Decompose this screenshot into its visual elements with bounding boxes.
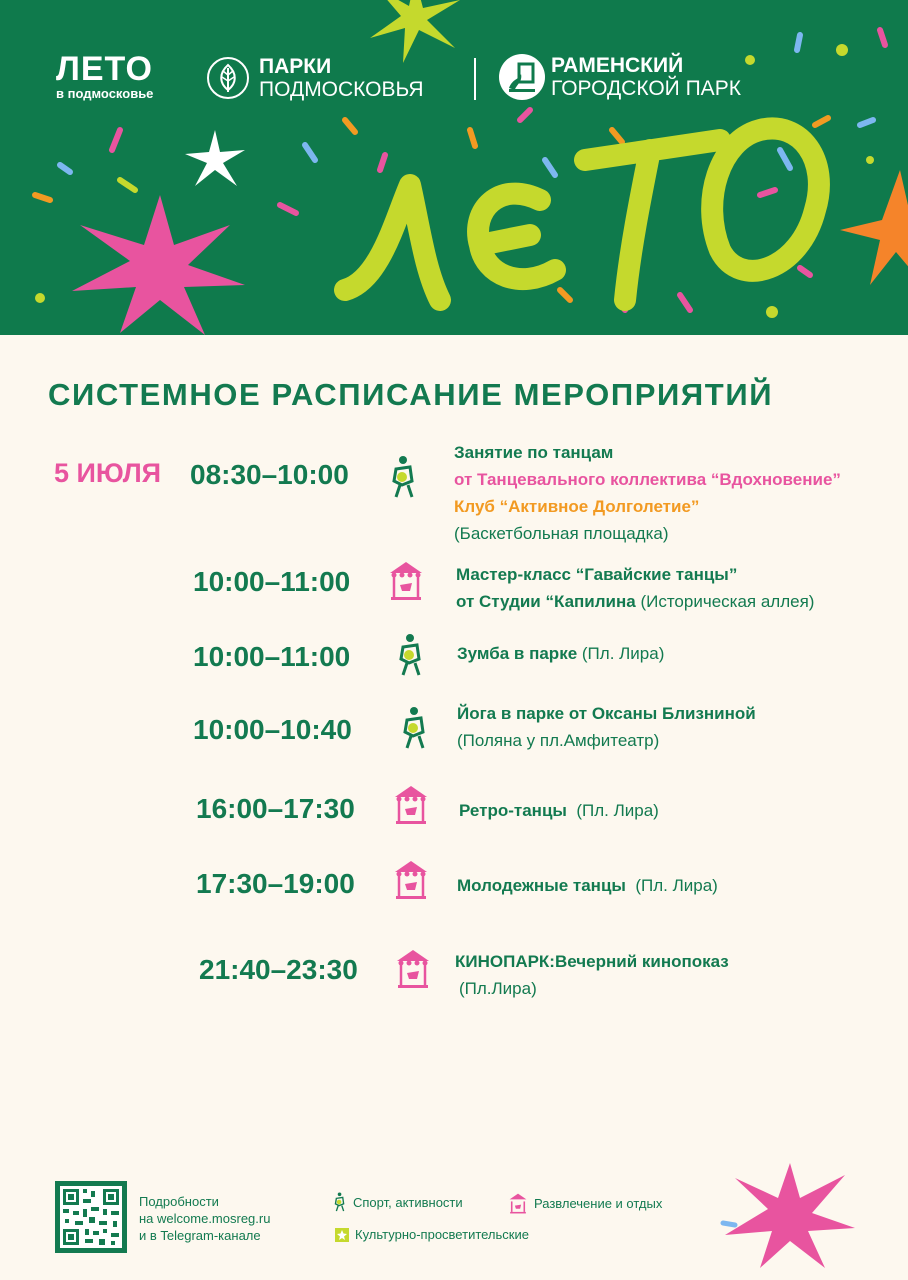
hero-lettering [345,128,819,300]
sport-icon [397,633,425,677]
legend-sport [333,1192,463,1212]
event-time: 08:30–10:00 [190,459,349,490]
event-name: Мастер-класс “Гавайские танцы” [456,565,738,584]
event-place: (Пл. Лира) [635,876,718,895]
event-place: (Пл. Лира) [576,801,659,820]
event-place: (Баскетбольная площадка) [454,524,669,543]
event-name: Йога в парке от Оксаны Близниной [457,704,756,723]
event-time: 10:00–11:00 [193,641,351,672]
event-date: 5 ИЮЛЯ [54,458,162,488]
event-time: 16:00–17:30 [196,793,355,824]
parks-logo-line1: ПАРКИ [259,55,332,78]
leaf-icon [207,57,249,99]
event-description [454,439,841,547]
schedule-title: СИСТЕМНОЕ РАСПИСАНИЕ МЕРОПРИЯТИЙ [48,377,774,412]
carousel-icon [508,1192,528,1214]
event-name: КИНОПАРК:Вечерний кинопоказ [455,952,729,971]
event-place: (Пл. Лира) [581,644,665,663]
leto-logo-subtitle: в подмосковье [56,86,154,101]
legend-culture [335,1227,529,1242]
more-info-line: Подробности [139,1194,219,1209]
pink-star-decoration [715,1155,865,1275]
event-time: 17:30–19:00 [196,868,355,899]
event-description [455,948,729,1002]
footer [0,1150,908,1280]
event-name: Ретро-танцы [459,801,567,820]
culture-icon [335,1228,349,1242]
event-description [457,700,756,754]
event-place: (Историческая аллея) [640,592,815,611]
event-description [457,640,664,667]
carousel-icon [388,559,424,601]
sport-icon [333,1192,347,1212]
event-club: Клуб “Активное Долголетие” [454,497,700,516]
ramensky-park-logo[interactable] [499,54,741,100]
event-organizer: от Танцевального коллектива “Вдохновение” [454,470,841,489]
header-banner [0,0,908,335]
carousel-icon [395,947,431,989]
more-info-line: и в Telegram-канале [139,1228,261,1243]
event-name: Молодежные танцы [457,876,626,895]
carousel-icon [393,858,429,900]
leto-logo[interactable] [56,52,153,101]
park-emblem-icon [499,54,545,100]
legend-fun [508,1192,662,1214]
carousel-icon [393,783,429,825]
leto-logo-title: ЛЕТО [56,50,153,88]
ramensky-logo-line1: РАМЕНСКИЙ [551,54,684,77]
legend-culture-label: Культурно-просветительские [355,1227,529,1242]
event-time: 10:00–10:40 [193,714,352,745]
sport-icon [390,455,418,499]
event-name: Зумба в парке [457,644,578,663]
event-time: 10:00–11:00 [193,566,351,597]
parks-logo[interactable] [207,55,424,101]
event-name: Занятие по танцам [454,443,614,462]
parks-logo-line2: ПОДМОСКОВЬЯ [259,78,424,101]
legend-sport-label: Спорт, активности [353,1194,463,1210]
svg-text:ЛЕТО: ЛЕТО [376,262,379,263]
sport-icon [401,706,429,750]
event-description [457,872,718,899]
legend-fun-label: Развлечение и отдых [534,1195,663,1211]
event-organizer: от Студии “Капилина [456,592,636,611]
event-description [456,561,814,615]
event-place: (Пл.Лира) [459,979,537,998]
ramensky-logo-line2: ГОРОДСКОЙ ПАРК [551,77,741,100]
logo-divider [474,58,476,100]
event-description [459,797,659,824]
event-time: 21:40–23:30 [199,954,358,985]
event-place: (Поляна у пл.Амфитеатр) [457,731,660,750]
more-info-text [139,1193,270,1244]
qr-code[interactable] [55,1181,127,1253]
more-info-line[interactable]: на welcome.mosreg.ru [139,1211,271,1226]
